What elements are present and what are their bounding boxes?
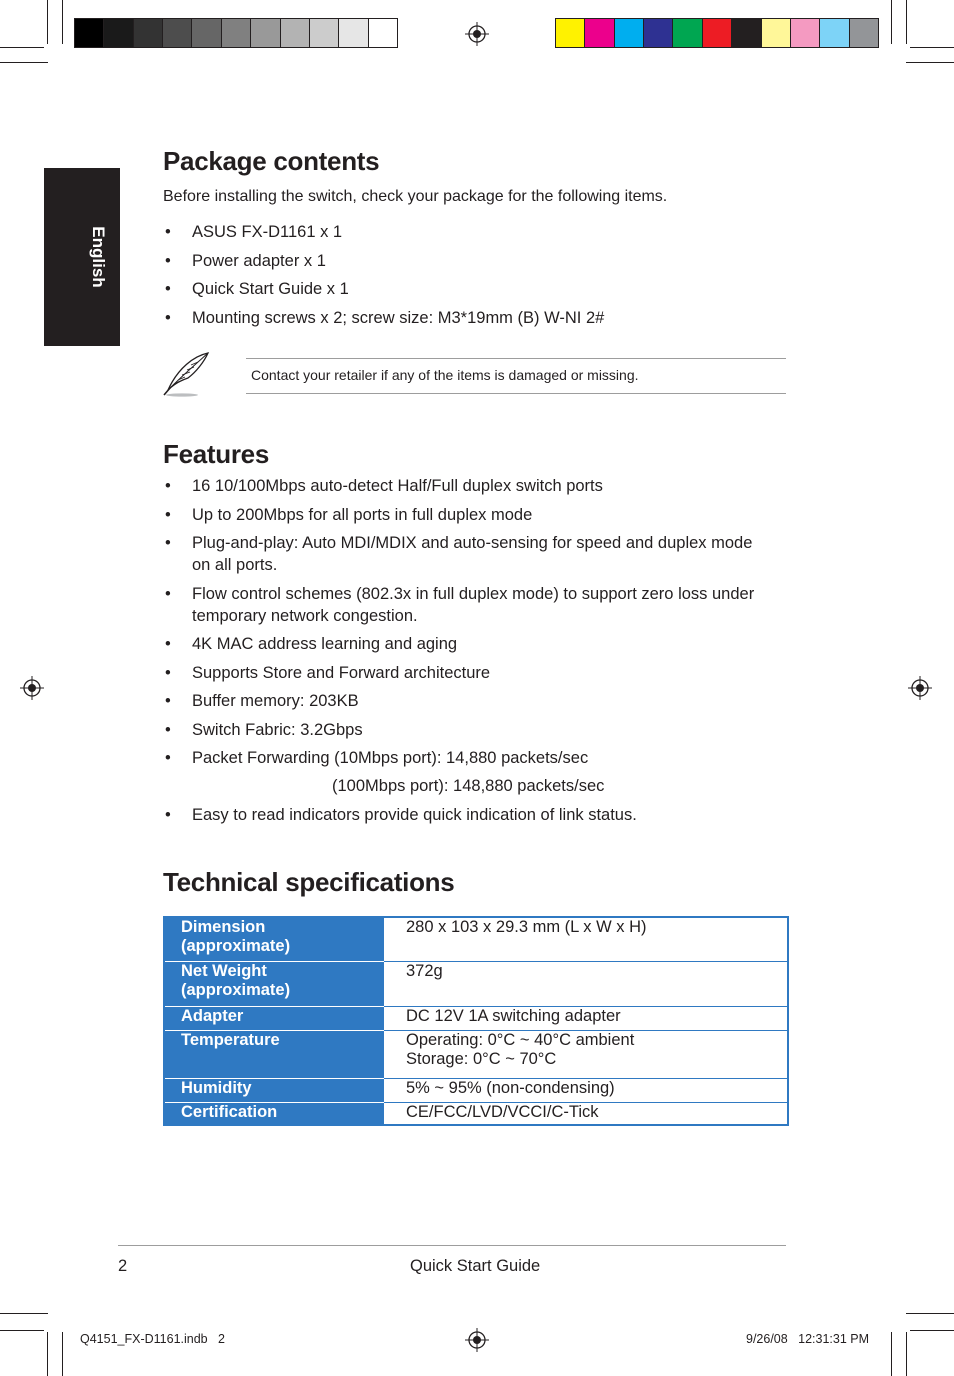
color-swatch (369, 19, 397, 47)
bullet-icon: • (165, 223, 171, 241)
grayscale-color-bar (74, 18, 398, 48)
package-list (163, 221, 783, 329)
bullet-icon: • (165, 505, 171, 524)
color-swatch (339, 19, 368, 47)
table-row (164, 961, 788, 1006)
package-intro: Before installing the switch, check your package for the following items. (163, 188, 668, 205)
table-row (164, 1078, 788, 1102)
bullet-icon: • (165, 805, 171, 824)
spec-value: Operating: 0°C ~ 40°C ambient (406, 1030, 635, 1049)
registration-mark-icon (908, 676, 932, 700)
color-swatch (644, 19, 673, 47)
color-swatch (850, 19, 878, 47)
spec-value: 372g (406, 961, 443, 980)
spec-key: Certification (181, 1102, 278, 1121)
spec-key: Temperature (181, 1030, 280, 1049)
registration-mark-icon (465, 1328, 489, 1352)
feather-pen-icon (160, 350, 212, 398)
note-box (246, 358, 786, 394)
bullet-icon: • (165, 635, 171, 653)
bullet-icon: • (165, 534, 171, 552)
table-row (164, 1102, 788, 1125)
spec-value: 280 x 103 x 29.3 mm (L x W x H) (406, 918, 647, 936)
color-swatch (703, 19, 732, 47)
spec-value: CE/FCC/LVD/VCCI/C-Tick (406, 1102, 599, 1121)
list-item: • Up to 200Mbps for all ports in full duplex mode (165, 505, 533, 524)
bullet-icon: • (165, 692, 171, 710)
color-swatch (163, 19, 192, 47)
bullet-icon: • (165, 749, 171, 767)
page-number: 2 (118, 1257, 128, 1275)
bullet-icon: • (165, 308, 171, 327)
list-item: • ASUS FX-D1161 x 1 (165, 223, 343, 241)
spec-key-note: (approximate) (181, 937, 291, 955)
note-text: Contact your retailer if any of the items is damaged or missing. (251, 367, 639, 383)
color-swatch (310, 19, 339, 47)
spec-key: Humidity (181, 1078, 252, 1097)
color-swatch (75, 19, 104, 47)
specs-table (163, 916, 789, 1126)
color-swatch (281, 19, 310, 47)
spec-key: Dimension (181, 918, 266, 936)
list-item: • Supports Store and Forward architecture (165, 663, 491, 682)
table-row (164, 917, 788, 961)
color-swatch (134, 19, 163, 47)
spec-value: DC 12V 1A switching adapter (406, 1006, 621, 1025)
list-item: • 4K MAC address learning and aging (165, 635, 458, 653)
color-swatch (791, 19, 820, 47)
spec-value: 5% ~ 95% (non-condensing) (406, 1078, 615, 1097)
features-heading: Features (163, 439, 269, 469)
bullet-icon: • (165, 477, 171, 495)
footer-divider (118, 1245, 786, 1246)
slug-date-info: 9/26/08 12:31:31 PM (746, 1332, 870, 1346)
registration-mark-icon (465, 22, 489, 46)
color-swatch (820, 19, 849, 47)
list-item: • Switch Fabric: 3.2Gbps (165, 720, 363, 739)
list-item: • Packet Forwarding (10Mbps port): 14,880 packets/sec (100Mbps port): 148,880 packets/sec (165, 749, 605, 795)
bullet-icon: • (165, 280, 171, 298)
color-swatch (251, 19, 280, 47)
list-item: • Power adapter x 1 (165, 251, 326, 270)
bullet-icon: • (165, 584, 171, 603)
spec-key-note: (approximate) (181, 980, 291, 999)
spec-value: Storage: 0°C ~ 70°C (406, 1049, 557, 1068)
bullet-icon: • (165, 720, 171, 739)
list-item: • Easy to read indicators provide quick indication of link status. (165, 805, 637, 824)
language-tab (44, 168, 120, 346)
list-item: • Flow control schemes (802.3x in full duplex mode) to support zero loss under temporary network congestion. (165, 584, 755, 625)
features-list (163, 475, 783, 826)
slug-file-info: Q4151_FX-D1161.indb 2 (80, 1332, 226, 1346)
color-swatch (732, 19, 761, 47)
color-swatch (192, 19, 221, 47)
specs-heading: Technical specifications (163, 867, 455, 897)
list-item: • Plug-and-play: Auto MDI/MDIX and auto-sensing for speed and duplex mode on all ports. (165, 534, 753, 574)
bullet-icon: • (165, 251, 171, 270)
color-swatch (673, 19, 702, 47)
spec-key: Adapter (181, 1006, 244, 1025)
process-color-bar (555, 18, 879, 48)
table-row (164, 1030, 788, 1078)
color-swatch (556, 19, 585, 47)
list-item: • Mounting screws x 2; screw size: M3*19mm (B) W-NI 2# (165, 308, 605, 327)
table-row (164, 1006, 788, 1030)
footer-guide-title: Quick Start Guide (410, 1257, 541, 1275)
list-item: • Quick Start Guide x 1 (165, 280, 349, 298)
list-item: • Buffer memory: 203KB (165, 692, 359, 710)
spec-key: Net Weight (181, 961, 267, 980)
package-contents-heading: Package contents (163, 146, 380, 176)
bullet-icon: • (165, 663, 171, 682)
color-swatch (222, 19, 251, 47)
list-item: • 16 10/100Mbps auto-detect Half/Full duplex switch ports (165, 477, 603, 495)
color-swatch (585, 19, 614, 47)
registration-mark-icon (20, 676, 44, 700)
color-swatch (104, 19, 133, 47)
color-swatch (762, 19, 791, 47)
color-swatch (615, 19, 644, 47)
language-tab-label: English (89, 226, 108, 288)
